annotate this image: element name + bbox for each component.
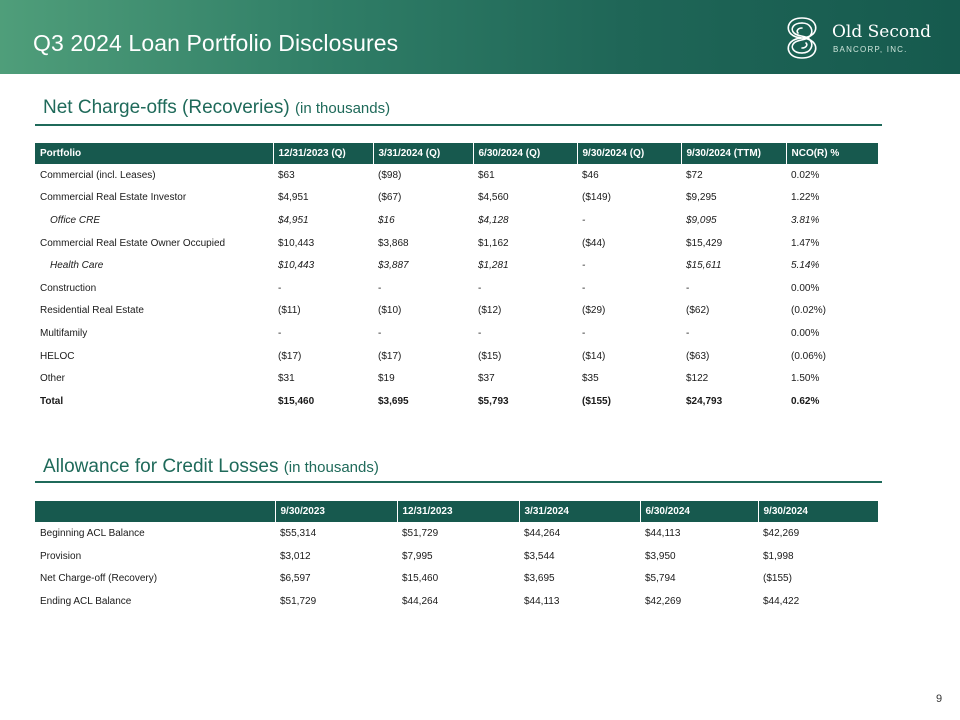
table-cell: $10,443 <box>278 260 315 272</box>
nco-table <box>35 143 878 413</box>
acl-divider <box>35 481 882 483</box>
table-cell: $5,794 <box>645 573 676 585</box>
table-cell: 5.14% <box>791 260 820 272</box>
table-row <box>35 345 878 368</box>
table-cell: 0.62% <box>791 395 820 407</box>
table-cell: $1,281 <box>478 260 509 272</box>
table-header-row <box>35 501 878 522</box>
header-banner <box>0 0 960 74</box>
column-header: 9/30/2023 <box>275 501 397 522</box>
table-cell: $3,012 <box>280 550 311 562</box>
table-cell: $3,887 <box>378 260 409 272</box>
logo-subtitle: BANCORP, INC. <box>833 45 908 54</box>
page-number: 9 <box>936 693 943 705</box>
table-cell: $63 <box>278 169 295 181</box>
acl-title-text: Allowance for Credit Losses <box>43 456 279 477</box>
column-header: 3/31/2024 (Q) <box>373 143 473 164</box>
table-cell: Total <box>40 395 64 407</box>
table-row <box>35 590 878 613</box>
acl-table <box>35 501 878 613</box>
table-cell: Office CRE <box>50 214 101 226</box>
table-cell: $44,264 <box>524 527 561 539</box>
table-cell: $6,597 <box>280 573 311 585</box>
table-cell: Ending ACL Balance <box>40 595 132 607</box>
table-cell: 1.22% <box>791 192 820 204</box>
table-cell: Net Charge-off (Recovery) <box>40 573 158 585</box>
table-cell: ($155) <box>582 395 611 407</box>
table-cell: ($10) <box>378 305 402 317</box>
table-cell: $35 <box>582 373 599 385</box>
table-cell: $15,611 <box>686 260 722 272</box>
table-cell: $4,951 <box>278 192 309 204</box>
table-row <box>35 522 878 545</box>
table-cell: Commercial Real Estate Owner Occupied <box>40 237 226 249</box>
table-cell: $3,695 <box>378 395 409 407</box>
table-cell: $31 <box>278 373 295 385</box>
table-cell: $72 <box>686 169 703 181</box>
table-cell: $9,295 <box>686 192 717 204</box>
table-cell: ($15) <box>478 350 502 362</box>
column-header: 12/31/2023 <box>397 501 519 522</box>
table-cell: $51,729 <box>402 527 439 539</box>
table-cell: $24,793 <box>686 395 723 407</box>
table-cell: - <box>478 282 482 294</box>
table-cell: $16 <box>378 214 395 226</box>
table-cell: $1,162 <box>478 237 509 249</box>
table-cell: - <box>686 327 690 339</box>
table-cell: Provision <box>40 550 82 562</box>
table-cell: - <box>582 214 586 226</box>
table-cell: Multifamily <box>40 327 88 339</box>
table-cell: - <box>478 327 482 339</box>
table-header-row <box>35 143 878 164</box>
table-cell: 0.02% <box>791 169 820 181</box>
table-cell: - <box>582 327 586 339</box>
table-cell: $15,460 <box>402 573 439 585</box>
table-cell: $9,095 <box>686 214 717 226</box>
nco-section-title <box>43 97 390 119</box>
table-cell: $1,998 <box>763 550 794 562</box>
table-cell: $3,868 <box>378 237 409 249</box>
table-cell: $44,113 <box>645 527 681 539</box>
table-cell: $3,695 <box>524 573 555 585</box>
acl-section-title <box>43 456 379 478</box>
table-cell: HELOC <box>40 350 75 362</box>
table-cell: $15,460 <box>278 395 315 407</box>
table-cell: $4,128 <box>478 214 509 226</box>
logo-wordmark: Old Second <box>832 22 931 42</box>
table-cell: Construction <box>40 282 97 294</box>
table-cell: $3,544 <box>524 550 555 562</box>
table-cell: Commercial (incl. Leases) <box>40 169 156 181</box>
table-row <box>35 232 878 255</box>
table-row <box>35 322 878 345</box>
table-cell: $5,793 <box>478 395 509 407</box>
table-row <box>35 277 878 300</box>
table-row <box>35 545 878 568</box>
table-cell: (0.06%) <box>791 350 827 362</box>
table-cell: - <box>278 327 282 339</box>
table-cell: ($63) <box>686 350 710 362</box>
column-header: NCO(R) % <box>786 143 878 164</box>
table-cell: $42,269 <box>763 527 800 539</box>
company-logo <box>779 14 939 64</box>
column-header: Portfolio <box>35 143 273 164</box>
table-cell: 1.47% <box>791 237 820 249</box>
table-cell: Beginning ACL Balance <box>40 527 145 539</box>
table-cell: Other <box>40 373 66 385</box>
table-cell: ($17) <box>378 350 402 362</box>
table-cell: $122 <box>686 373 709 385</box>
table-cell: $7,995 <box>402 550 433 562</box>
table-cell: ($11) <box>278 305 301 317</box>
nco-unit-text: (in thousands) <box>295 100 391 117</box>
table-cell: 0.00% <box>791 327 820 339</box>
table-cell: $51,729 <box>280 595 317 607</box>
table-cell: Commercial Real Estate Investor <box>40 192 187 204</box>
table-cell: ($12) <box>478 305 502 317</box>
column-header: 6/30/2024 (Q) <box>473 143 577 164</box>
column-header <box>35 501 275 522</box>
acl-unit-text: (in thousands) <box>283 459 379 476</box>
table-cell: Residential Real Estate <box>40 305 144 317</box>
table-cell: - <box>686 282 690 294</box>
table-cell: 3.81% <box>791 214 820 226</box>
table-cell: ($17) <box>278 350 302 362</box>
table-cell: $55,314 <box>280 527 317 539</box>
table-cell: Health Care <box>50 260 104 272</box>
table-row <box>35 367 878 390</box>
table-cell: 1.50% <box>791 373 820 385</box>
table-cell: ($155) <box>763 573 792 585</box>
table-cell: $4,560 <box>478 192 509 204</box>
table-cell: $37 <box>478 373 495 385</box>
table-cell: ($29) <box>582 305 606 317</box>
table-row <box>35 300 878 323</box>
nco-title-text: Net Charge-offs (Recoveries) <box>43 97 290 118</box>
table-cell: ($44) <box>582 237 606 249</box>
table-cell: - <box>378 327 382 339</box>
table-cell: - <box>278 282 282 294</box>
table-cell: $4,951 <box>278 214 309 226</box>
table-cell: $46 <box>582 169 599 181</box>
column-header: 9/30/2024 (Q) <box>577 143 681 164</box>
table-cell: $61 <box>478 169 495 181</box>
table-row <box>35 164 878 187</box>
table-cell: $3,950 <box>645 550 676 562</box>
page-title: Q3 2024 Loan Portfolio Disclosures <box>33 30 399 56</box>
column-header: 12/31/2023 (Q) <box>273 143 373 164</box>
table-cell: - <box>582 282 586 294</box>
table-cell: $10,443 <box>278 237 315 249</box>
table-total-row <box>35 390 878 413</box>
table-cell: ($67) <box>378 192 402 204</box>
table-cell: ($62) <box>686 305 710 317</box>
table-row <box>35 209 878 232</box>
column-header: 9/30/2024 (TTM) <box>681 143 786 164</box>
table-row <box>35 567 878 590</box>
table-cell: $15,429 <box>686 237 723 249</box>
table-cell: ($149) <box>582 192 611 204</box>
table-cell: - <box>378 282 382 294</box>
nco-divider <box>35 124 882 126</box>
table-cell: - <box>582 260 586 272</box>
table-row <box>35 187 878 210</box>
column-header: 6/30/2024 <box>640 501 758 522</box>
table-cell: 0.00% <box>791 282 820 294</box>
table-cell: $44,113 <box>524 595 560 607</box>
table-cell: $44,422 <box>763 595 800 607</box>
table-cell: ($14) <box>582 350 606 362</box>
table-cell: ($98) <box>378 169 402 181</box>
table-cell: $44,264 <box>402 595 439 607</box>
table-cell: $42,269 <box>645 595 682 607</box>
table-row <box>35 254 878 277</box>
column-header: 9/30/2024 <box>758 501 878 522</box>
table-cell: (0.02%) <box>791 305 827 317</box>
old-second-logo-icon <box>779 14 825 62</box>
column-header: 3/31/2024 <box>519 501 640 522</box>
table-cell: $19 <box>378 373 395 385</box>
